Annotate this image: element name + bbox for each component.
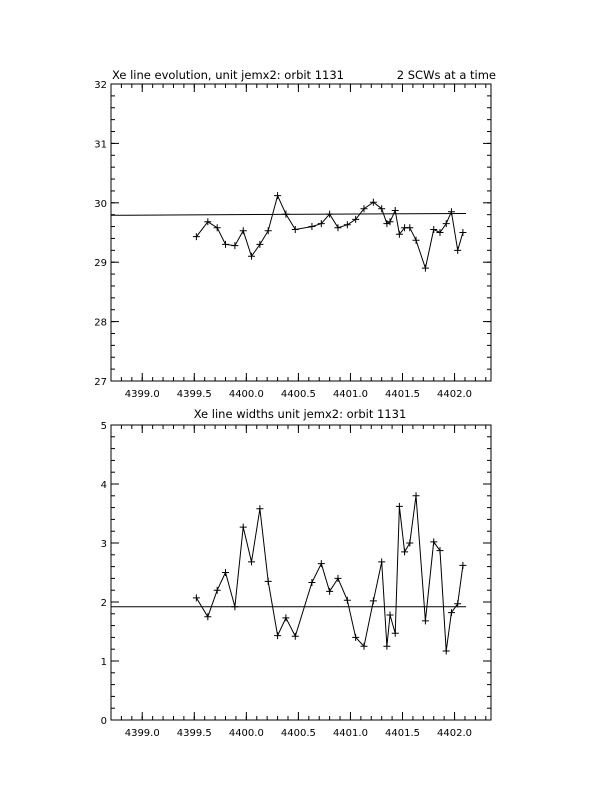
top-chart-data-point xyxy=(413,237,420,244)
bottom-chart-x-tick-label: 4401.5 xyxy=(385,728,421,739)
top-chart-x-tick-label: 4399.0 xyxy=(124,389,160,400)
bottom-chart-data-point xyxy=(308,579,315,586)
bottom-chart-data-point xyxy=(344,597,351,604)
top-chart-x-tick-label: 4401.5 xyxy=(385,389,421,400)
top-chart-y-tick-label: 29 xyxy=(94,258,107,270)
bottom-chart-x-tick-label: 4401.0 xyxy=(332,728,368,739)
bottom-chart-data-point xyxy=(422,617,429,624)
top-chart-data-point xyxy=(454,247,461,254)
top-chart-plot xyxy=(94,80,491,400)
top-chart-data-point xyxy=(256,241,263,248)
top-chart-data-point xyxy=(383,220,390,227)
bottom-chart-title: Xe line widths unit jemx2: orbit 1131 xyxy=(193,407,407,421)
bottom-chart-data-point xyxy=(459,562,466,569)
bottom-chart-y-tick-label: 2 xyxy=(100,598,107,609)
bottom-chart-data-point xyxy=(318,560,325,567)
bottom-chart-data-point xyxy=(406,540,413,547)
top-chart-data-point xyxy=(240,227,247,234)
bottom-chart-data-point xyxy=(222,569,229,576)
bottom-chart-data-point xyxy=(370,597,377,604)
top-chart-data-point xyxy=(443,220,450,227)
top-chart-data-point xyxy=(387,218,394,225)
top-chart-data-point xyxy=(265,227,272,234)
top-chart-x-tick-label: 4400.5 xyxy=(280,389,316,400)
bottom-chart-data-point xyxy=(204,613,211,620)
top-chart-x-tick-label: 4402.0 xyxy=(437,389,473,400)
top-chart-data-point xyxy=(214,224,221,231)
bottom-chart-x-tick-label: 4402.0 xyxy=(437,728,473,739)
top-chart-y-tick-label: 31 xyxy=(94,139,107,151)
bottom-chart-data-point xyxy=(193,594,200,601)
top-chart-y-tick-label: 27 xyxy=(94,377,107,388)
bottom-chart-x-tick-label: 4399.5 xyxy=(176,728,212,739)
bottom-chart-plot xyxy=(101,421,491,739)
bottom-chart-data-point xyxy=(378,558,385,565)
top-chart-x-tick-label: 4401.0 xyxy=(332,389,368,400)
top-chart-data-point xyxy=(334,224,341,231)
bottom-chart-y-tick-label: 4 xyxy=(100,480,107,491)
top-chart-y-tick-label: 28 xyxy=(94,317,107,329)
top-chart-data-point xyxy=(231,242,238,249)
top-chart xyxy=(94,68,496,400)
bottom-chart-data-point xyxy=(231,603,238,610)
bottom-chart-data-point xyxy=(443,647,450,654)
top-chart-data-point xyxy=(274,192,281,199)
top-chart-data-point xyxy=(222,241,229,248)
top-chart-data-point xyxy=(436,229,443,236)
bottom-chart xyxy=(101,407,491,739)
bottom-chart-data-point xyxy=(401,548,408,555)
top-chart-data-point xyxy=(448,208,455,215)
top-chart-title: Xe line evolution, unit jemx2: orbit 1131 xyxy=(112,68,344,82)
top-chart-x-tick-label: 4399.5 xyxy=(176,389,212,400)
bottom-chart-data-point xyxy=(248,558,255,565)
bottom-chart-data-point xyxy=(396,503,403,510)
bottom-chart-data-point xyxy=(240,524,247,531)
bottom-chart-data-point xyxy=(436,547,443,554)
top-chart-y-tick-label: 30 xyxy=(94,198,107,210)
bottom-chart-data-point xyxy=(326,588,333,595)
bottom-chart-data-point xyxy=(387,611,394,618)
bottom-chart-x-tick-label: 4400.5 xyxy=(280,728,316,739)
bottom-chart-data-point xyxy=(274,632,281,639)
bottom-chart-data-point xyxy=(392,630,399,637)
top-chart-data-point xyxy=(308,223,315,230)
top-chart-y-tick-label: 32 xyxy=(94,80,107,91)
top-chart-data-point xyxy=(292,226,299,233)
top-chart-data-point xyxy=(430,226,437,233)
bottom-chart-data-point xyxy=(413,492,420,499)
bottom-chart-data-point xyxy=(334,575,341,582)
bottom-chart-data-point xyxy=(430,538,437,545)
bottom-chart-x-tick-label: 4399.0 xyxy=(124,728,160,739)
bottom-chart-y-tick-label: 1 xyxy=(100,657,107,668)
top-chart-x-tick-label: 4400.0 xyxy=(228,389,264,400)
bottom-chart-data-point xyxy=(448,609,455,616)
bottom-chart-data-point xyxy=(214,587,221,594)
top-chart-data-point xyxy=(459,229,466,236)
bottom-chart-data-point xyxy=(292,633,299,640)
bottom-chart-y-tick-label: 3 xyxy=(100,539,107,550)
bottom-chart-data-point xyxy=(383,643,390,650)
bottom-chart-y-tick-label: 5 xyxy=(100,421,107,432)
bottom-chart-frame xyxy=(111,425,491,720)
bottom-chart-y-tick-label: 0 xyxy=(100,716,107,727)
top-chart-data-point xyxy=(406,224,413,231)
top-chart-series-line xyxy=(196,196,463,268)
top-chart-data-point xyxy=(248,253,255,260)
bottom-chart-data-point xyxy=(265,578,272,585)
top-chart-data-point xyxy=(422,265,429,272)
top-chart-data-point xyxy=(392,207,399,214)
top-chart-subtitle: 2 SCWs at a time xyxy=(396,68,496,82)
top-chart-data-point xyxy=(344,221,351,228)
top-chart-data-point xyxy=(282,211,289,218)
bottom-chart-data-point xyxy=(282,614,289,621)
bottom-chart-data-point xyxy=(256,505,263,512)
bottom-chart-x-tick-label: 4400.0 xyxy=(228,728,264,739)
bottom-chart-series-line xyxy=(196,496,463,651)
